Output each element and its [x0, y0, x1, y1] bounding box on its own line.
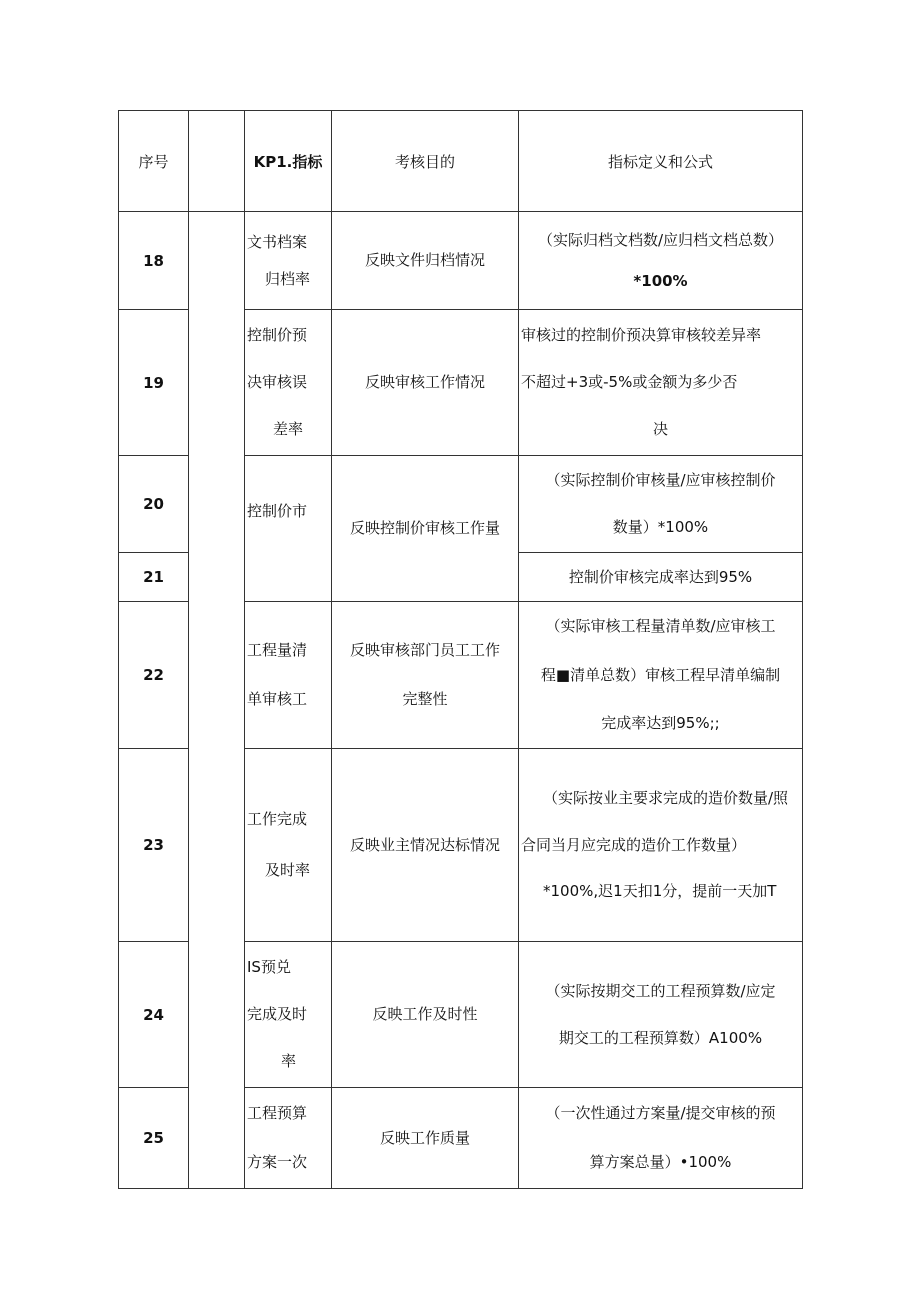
header-purpose: 考核目的: [332, 111, 519, 212]
definition-line: 算方案总量）•100%: [589, 1153, 732, 1171]
definition-line: 程■清单总数）审核工程早清单编制: [540, 665, 781, 684]
header-seq: 序号: [119, 111, 189, 212]
kpi-name-cell: [245, 602, 332, 749]
definition-line: 完成率达到95%;;: [601, 714, 720, 733]
kpi-name-line: 及时率: [265, 861, 311, 879]
definition-line: 合同当月应完成的造价工作数量）: [521, 835, 747, 854]
purpose-line: 完整性: [402, 690, 448, 708]
definition-line: *100%,迟1天扣1分，提前一天加T: [543, 882, 777, 901]
row-number: 25: [119, 1088, 189, 1189]
kpi-name-line: 归档率: [265, 269, 311, 288]
purpose-cell: [332, 602, 519, 749]
row-number: 19: [119, 310, 189, 456]
kpi-name-line: 控制价预: [247, 326, 308, 345]
table-header-row: [119, 111, 803, 212]
kpi-name-cell: [245, 212, 332, 310]
definition-line: （一次性通过方案量/提交审核的预: [545, 1104, 776, 1123]
kpi-name-line: IS预兑: [247, 958, 291, 977]
kpi-name-cell: [245, 942, 332, 1088]
definition-cell: [519, 456, 803, 553]
definition-line: （实际审核工程量清单数/应审核工: [545, 616, 776, 635]
row-number: 18: [119, 212, 189, 310]
definition-cell: [519, 553, 803, 602]
definition-line: （实际按业主要求完成的造价数量/照: [543, 788, 789, 807]
row-number: 23: [119, 749, 189, 942]
definition-line: 审核过的控制价预决算审核较差异率: [521, 326, 762, 345]
purpose-cell: [332, 942, 519, 1088]
definition-cell: [519, 310, 803, 456]
definition-cell: [519, 749, 803, 942]
merged-blank-cell: [189, 212, 245, 1189]
kpi-name-line: 工作完成: [247, 810, 308, 829]
kpi-table: [118, 110, 803, 1189]
table-row: [119, 212, 803, 310]
kpi-name-cell: [245, 310, 332, 456]
definition-line: 不超过+3或-5%或金额为多少否: [521, 373, 738, 392]
kpi-name-cell: [245, 749, 332, 942]
header-blank: [189, 111, 245, 212]
purpose-line: 反映工作及时性: [372, 1005, 478, 1024]
row-number: 22: [119, 602, 189, 749]
row-number: 24: [119, 942, 189, 1088]
kpi-name-line: 控制价市: [247, 502, 308, 520]
kpi-name-line: 工程预算: [247, 1104, 308, 1123]
purpose-line: 反映审核工作情况: [364, 373, 485, 392]
kpi-name-cell: [245, 456, 332, 602]
purpose-line: 反映业主情况达标情况: [349, 835, 500, 854]
definition-cell: [519, 212, 803, 310]
kpi-name-line: 完成及时: [247, 1005, 308, 1024]
definition-line: 控制价审核完成率达到95%: [568, 567, 753, 586]
kpi-name-line: 单审核工: [247, 690, 308, 708]
header-definition: 指标定义和公式: [519, 111, 803, 212]
definition-line: （实际归档文档数/应归档文档总数）: [537, 230, 784, 249]
definition-line: 决: [653, 419, 669, 438]
kpi-name-line: 工程量清: [247, 641, 308, 660]
row-number: 21: [119, 553, 189, 602]
purpose-cell: [332, 1088, 519, 1189]
purpose-cell: [332, 212, 519, 310]
definition-line: （实际控制价审核量/应审核控制价: [545, 471, 776, 490]
kpi-name-line: 决审核误: [247, 373, 308, 392]
definition-cell: [519, 602, 803, 749]
purpose-cell: [332, 749, 519, 942]
row-number: 20: [119, 456, 189, 553]
kpi-name-line: 差率: [273, 419, 304, 438]
purpose-cell: [332, 310, 519, 456]
definition-cell: [519, 942, 803, 1088]
purpose-line: 反映文件归档情况: [364, 251, 485, 270]
kpi-name-line: 文书档案: [247, 232, 308, 251]
purpose-line: 反映审核部门员工工作: [349, 641, 500, 660]
definition-line: 期交工的工程预算数）A100%: [558, 1028, 763, 1047]
header-kpi: KP1.指标: [245, 111, 332, 212]
kpi-name-cell: [245, 1088, 332, 1189]
definition-line: （实际按期交工的工程预算数/应定: [545, 981, 776, 1000]
definition-cell: [519, 1088, 803, 1189]
purpose-line: 反映工作质量: [379, 1128, 470, 1147]
purpose-line: 反映控制价审核工作量: [349, 519, 500, 538]
kpi-name-line: 率: [281, 1051, 297, 1070]
kpi-name-line: 方案一次: [247, 1153, 308, 1171]
definition-line: *100%: [633, 271, 688, 290]
purpose-cell: [332, 456, 519, 602]
definition-line: 数量）*100%: [612, 518, 709, 536]
